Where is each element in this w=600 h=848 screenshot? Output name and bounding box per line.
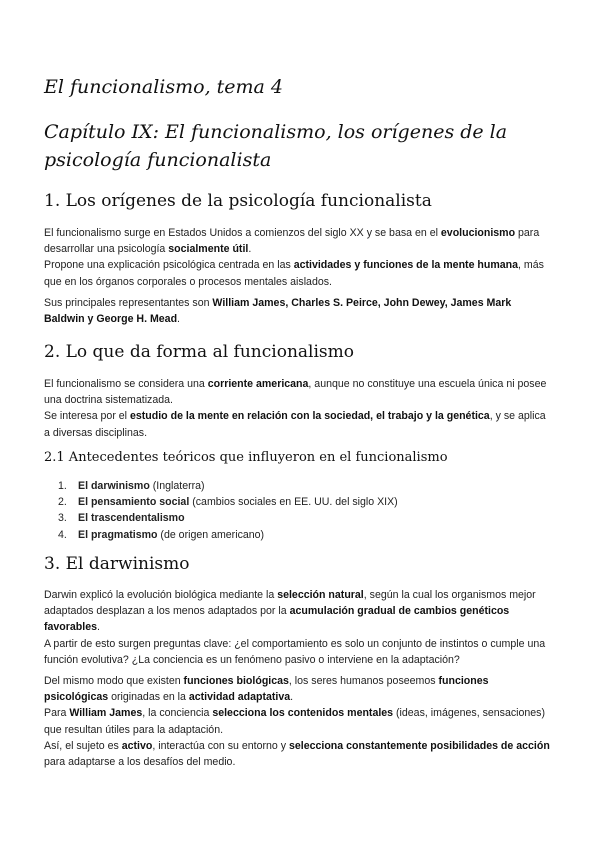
bold-text: corriente americana <box>207 378 309 390</box>
section-1-paragraph-2 <box>44 295 550 327</box>
list-item <box>58 510 538 526</box>
bold-text: socialmente útil <box>168 243 249 256</box>
text: para adaptarse a los desafíos del medio. <box>44 756 236 769</box>
text: , los seres humanos poseemos <box>288 675 439 687</box>
text: , según la cual los organismos mejor adaptados desplazan a los menos adaptados por la <box>44 589 536 618</box>
section-3-heading: 3. El darwinismo <box>44 554 190 574</box>
document-title: El funcionalismo, tema 4 <box>44 76 284 98</box>
list-item-text: (Inglaterra) <box>149 480 205 492</box>
bold-text: William James, Charles S. Peirce, John Dewey, James Mark Baldwin y George H. Mead <box>44 297 512 326</box>
text: , más que en los órganos corporales o procesos mentales aislados. <box>44 259 544 288</box>
text: . <box>248 243 252 256</box>
chapter-title: Capítulo IX: El funcionalismo, los orígenes de la psicología funcionalista <box>44 121 508 171</box>
text: . <box>290 691 294 704</box>
list-number: 1. <box>58 480 67 492</box>
text: Del mismo modo que existen <box>44 675 184 687</box>
bold-text: funciones psicológicas <box>44 675 489 704</box>
antecedents-list <box>58 478 538 543</box>
section-1-paragraph-1 <box>44 225 550 290</box>
text: El funcionalismo se considera una <box>44 378 208 390</box>
list-item <box>58 478 538 494</box>
list-item <box>58 494 538 510</box>
list-item <box>58 527 538 543</box>
text: Para <box>44 707 70 720</box>
text: El funcionalismo surge en Estados Unidos a comienzos del siglo XX y se basa en el <box>44 227 441 239</box>
text: , la conciencia <box>142 707 213 720</box>
bold-text: actividad adaptativa <box>188 691 291 704</box>
list-number: 4. <box>58 528 67 541</box>
text: para desarrollar una psicología <box>44 227 540 256</box>
text: , interactúa con su entorno y <box>152 739 289 752</box>
text: Así, el sujeto es <box>44 739 122 752</box>
section-3-paragraph-2 <box>44 673 550 770</box>
section-2-paragraph-1 <box>44 376 550 441</box>
list-item-text: (de origen americano) <box>157 528 265 541</box>
section-3-paragraph-1 <box>44 587 550 668</box>
section-1-heading: 1. Los orígenes de la psicología funcionalista <box>44 191 432 211</box>
text: Propone una explicación psicológica centrada en las <box>44 259 294 272</box>
list-item-text: (cambios sociales en EE. UU. del siglo XIX) <box>189 496 398 509</box>
bold-text: William James <box>69 707 143 720</box>
bold-text: estudio de la mente en relación con la sociedad, el trabajo y la genética <box>129 410 490 423</box>
text: originadas en la <box>108 691 189 704</box>
list-item-bold: El pragmatismo <box>78 528 158 541</box>
bold-text: selección natural <box>277 589 364 601</box>
subsection-2-1-heading: 2.1 Antecedentes teóricos que influyeron en el funcionalismo <box>44 450 448 465</box>
text: . <box>177 313 180 326</box>
text: Se interesa por el <box>44 410 130 423</box>
list-number: 2. <box>58 496 67 509</box>
bold-text: acumulación gradual de cambios genéticos favorables <box>44 605 510 634</box>
list-number: 3. <box>58 512 67 525</box>
list-item-bold: El trascendentalismo <box>78 512 185 525</box>
bold-text: funciones biológicas <box>183 675 289 687</box>
bold-text: actividades y funciones de la mente humana <box>293 259 519 272</box>
text: (ideas, imágenes, sensaciones) que resultan útiles para la adaptación. <box>44 707 546 736</box>
text: , aunque no constituye una escuela única ni posee una doctrina sistematizada. <box>44 378 547 407</box>
list-item-bold: El darwinismo <box>78 480 150 492</box>
bold-text: selecciona constantemente posibilidades de acción <box>288 739 550 752</box>
bold-text: activo <box>121 739 153 752</box>
section-2-heading: 2. Lo que da forma al funcionalismo <box>44 342 354 362</box>
bold-text: evolucionismo <box>440 227 516 239</box>
list-item-bold: El pensamiento social <box>78 496 190 509</box>
text: . <box>97 621 100 634</box>
text: Sus principales representantes son <box>44 297 213 309</box>
text: Darwin explicó la evolución biológica mediante la <box>44 589 278 601</box>
text: A partir de esto surgen preguntas clave: ¿el comportamiento es solo un conjunto de instintos o cumple una función evolutiva? ¿La conciencia es un fenómeno pasivo o interviene en la adaptación? <box>44 637 546 666</box>
text: , y se aplica a diversas disciplinas. <box>44 410 546 439</box>
bold-text: selecciona los contenidos mentales <box>212 707 394 720</box>
